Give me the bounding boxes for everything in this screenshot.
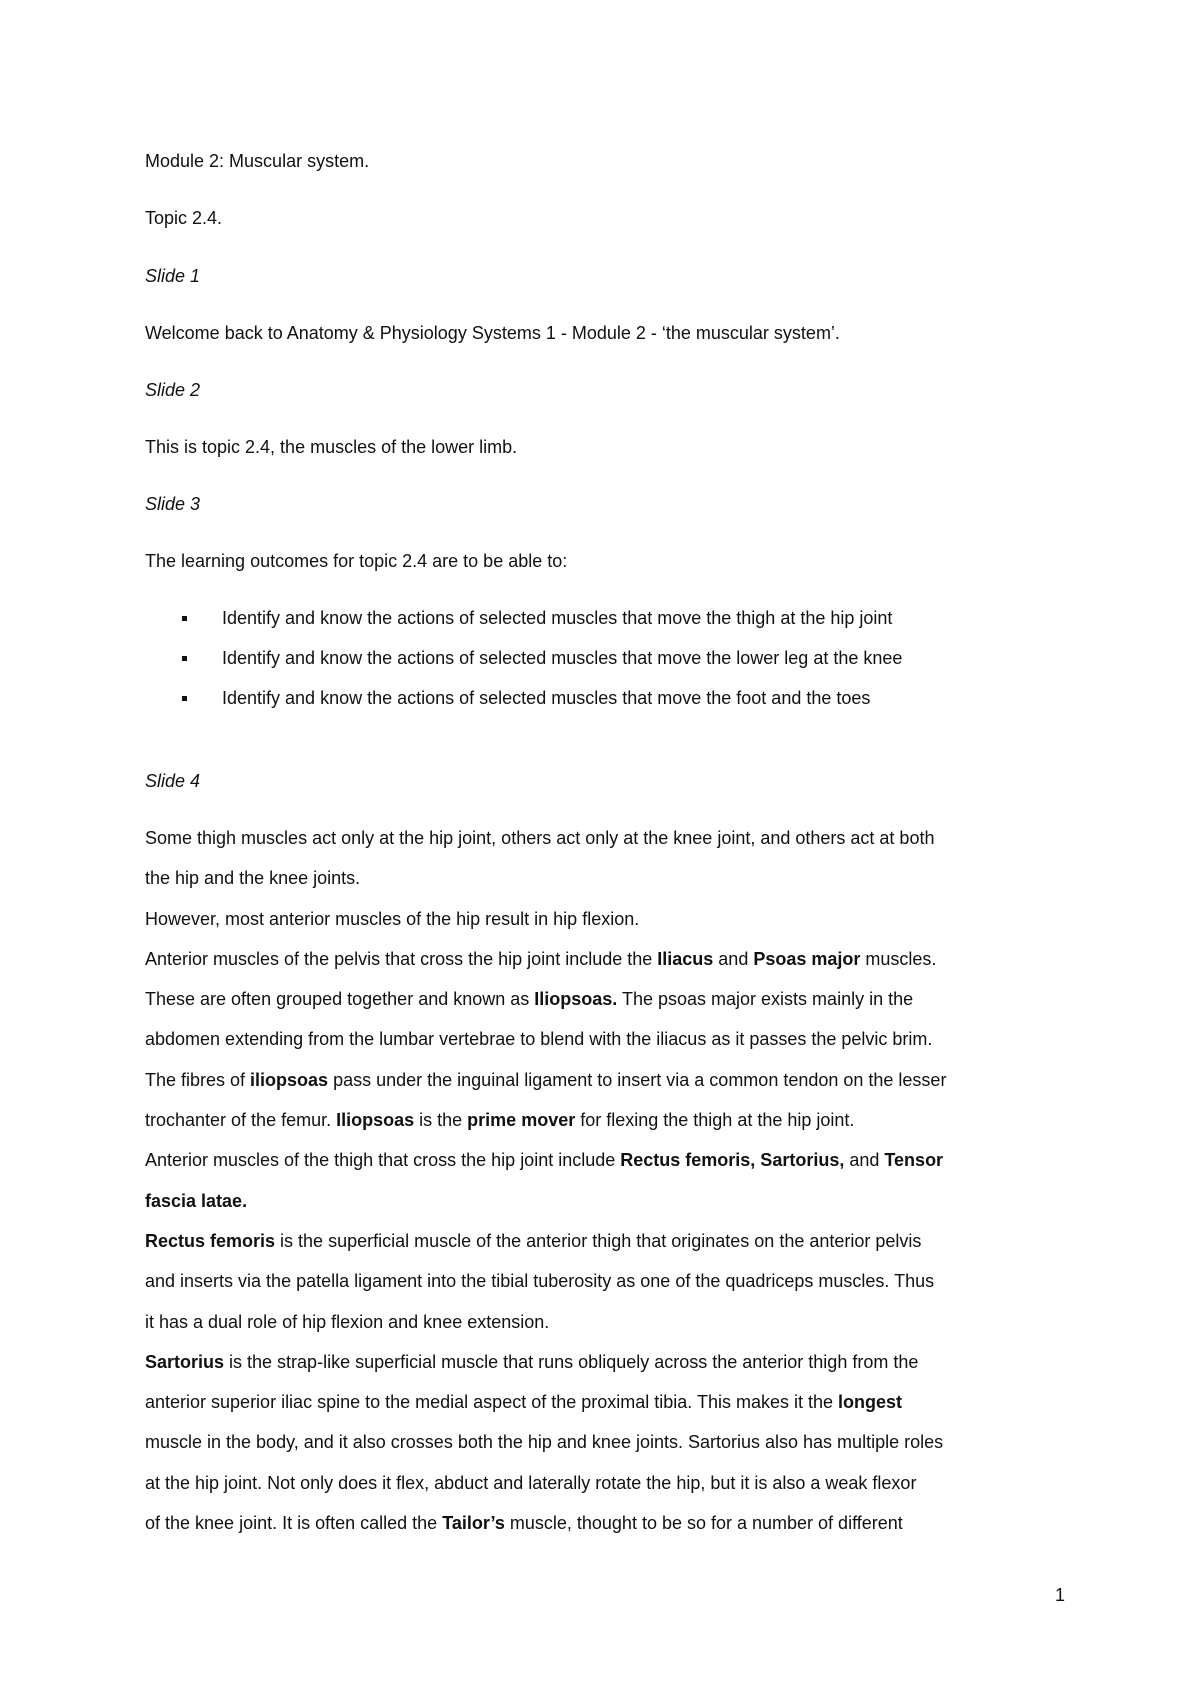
text-run: is the strap-like superficial muscle that runs obliquely across the anterior thigh from the [224,1351,919,1372]
body-line [145,1302,1065,1342]
text-run: the hip and the knee joints. [145,868,361,889]
body-line [145,1261,1065,1301]
bold-term: Iliacus [657,948,714,969]
text-run: Anterior muscles of the pelvis that cross the hip joint include the [145,948,658,969]
bold-term: fascia latae. [145,1190,248,1211]
text-run: of the knee joint. It is often called the [145,1513,443,1534]
bold-term: Tensor [884,1150,944,1171]
module-title: Module 2: Muscular system. [145,151,370,171]
text-run: for flexing the thigh at the hip joint. [575,1110,855,1131]
slide-1-text: Welcome back to Anatomy & Physiology Systems 1 - Module 2 - ‘the muscular system’. [145,323,840,343]
body-line [145,1019,1065,1059]
slide-3-intro: The learning outcomes for topic 2.4 are to be able to: [145,551,568,571]
text-run: at the hip joint. Not only does it flex, abduct and laterally rotate the hip, but it is also a weak flexor [145,1472,917,1493]
bullet-square-icon [182,656,187,661]
body-line [145,1221,1065,1261]
body-line [145,1140,1065,1180]
list-item-text: Identify and know the actions of selected muscles that move the foot and the toes [222,688,871,708]
bold-term: prime mover [467,1110,576,1131]
list-item [145,638,1065,678]
body-line [145,818,1065,858]
bold-term: Psoas major [753,948,861,969]
text-run: These are often grouped together and known as [145,989,535,1010]
text-run: is the superficial muscle of the anterior thigh that originates on the anterior pelvis [275,1230,922,1251]
text-run: muscle in the body, and it also crosses both the hip and knee joints. Sartorius also has multiple roles [145,1432,944,1453]
body-line [145,858,1065,898]
bold-term: longest [838,1392,903,1413]
slide-1-label: Slide 1 [145,266,201,286]
text-run: and [844,1150,885,1171]
body-line [145,939,1065,979]
bold-term: Rectus femoris [145,1230,276,1251]
text-run: anterior superior iliac spine to the medial aspect of the proximal tibia. This makes it the [145,1392,838,1413]
slide-2-label: Slide 2 [145,380,201,400]
page-number: 1 [1054,1585,1065,1605]
bold-term: Tailor’s [442,1513,505,1534]
text-run: muscles. [860,948,937,969]
bold-term: Iliopsoas [336,1110,415,1131]
bold-term: Iliopsoas. [534,989,618,1010]
body-line [145,1100,1065,1140]
body-line [145,979,1065,1019]
body-line [145,1342,1065,1382]
text-run: trochanter of the femur. [145,1110,337,1131]
bold-term: Sartorius [145,1351,225,1372]
body-line [145,1463,1065,1503]
list-item [145,598,1065,638]
bullet-square-icon [182,696,187,701]
text-run: abdomen extending from the lumbar vertebrae to blend with the iliacus as it passes the pelvic brim. [145,1029,933,1050]
bullet-square-icon [182,616,187,621]
text-run: muscle, thought to be so for a number of different [504,1513,903,1534]
topic-title: Topic 2.4. [145,208,223,228]
text-run: is the [414,1110,468,1131]
body-line [145,1422,1065,1462]
body-line [145,1382,1065,1422]
slide-4-body [145,818,1065,1543]
text-run: it has a dual role of hip flexion and knee extension. [145,1311,550,1332]
bold-term: iliopsoas [250,1069,329,1090]
text-run: and inserts via the patella ligament into the tibial tuberosity as one of the quadriceps muscles. Thus [145,1271,935,1292]
text-run: Anterior muscles of the thigh that cross the hip joint include [145,1150,621,1171]
learning-outcomes-list [145,598,1065,718]
text-run: The psoas major exists mainly in the [617,989,914,1010]
text-run: Some thigh muscles act only at the hip joint, others act only at the knee joint, and others act at both [145,828,935,848]
slide-2-text: This is topic 2.4, the muscles of the lower limb. [145,437,518,457]
body-line [145,1181,1065,1221]
body-line [145,1503,1065,1543]
body-line [145,899,1065,939]
text-run: pass under the inguinal ligament to insert via a common tendon on the lesser [328,1069,947,1090]
text-run: The fibres of [145,1069,251,1090]
list-item-text: Identify and know the actions of selected muscles that move the lower leg at the knee [222,648,903,668]
list-item-text: Identify and know the actions of selected muscles that move the thigh at the hip joint [222,608,893,628]
slide-4-label: Slide 4 [145,771,201,791]
body-line [145,1060,1065,1100]
list-item [145,678,1065,718]
bold-term: Rectus femoris, Sartorius, [620,1150,845,1171]
slide-3-label: Slide 3 [145,494,201,514]
text-run: However, most anterior muscles of the hip result in hip flexion. [145,908,640,929]
text-run: and [713,948,754,969]
